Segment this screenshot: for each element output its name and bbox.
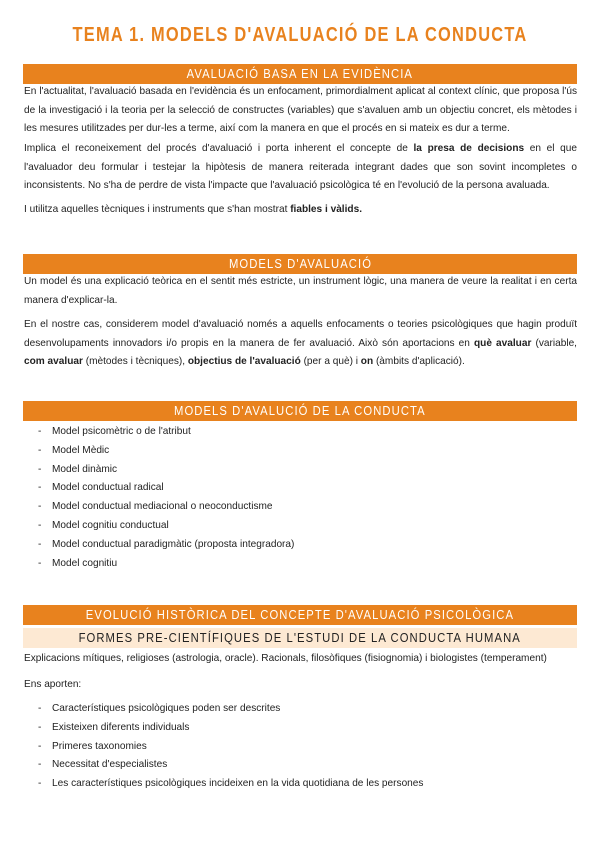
text-run: (àmbits d'aplicació).	[373, 356, 465, 367]
text-run: En el nostre cas, considerem model d'avaluació només a aquells enfocaments o teories psicològiques que hagin produït desenvolupaments innovadors i/o propis en la manera de fer avaluació. Això són aportacions en	[24, 319, 577, 349]
subsection-heading-prescientific	[23, 628, 577, 648]
bold-term: com avaluar	[24, 356, 83, 367]
bold-term: fiables i vàlids.	[290, 204, 362, 215]
models-paragraph-1: Un model és una explicació teòrica en el sentit més estricte, un instrument lògic, una manera de veure la realitat i en certa manera d'explicar-la.	[24, 276, 577, 306]
section-heading-models	[23, 254, 577, 274]
page-title: TEMA 1. MODELS D'AVALUACIÓ DE LA CONDUCTA	[72, 24, 528, 46]
list-item: - Model dinàmic	[24, 461, 564, 480]
text-run: I utilitza aquelles tècniques i instruments que s'han mostrat	[24, 204, 291, 215]
bold-term: on	[360, 356, 374, 367]
evidence-paragraph-1: En l'actualitat, l'avaluació basada en l'evidència és un enfocament, primordialment aplicat al context clínic, que proposa l'ús de la investigació i la teoria per la selecció de constructes (variables) que s'avaluen amb un objectiu concret, els mètodes i les mesures utilitzades per dur-les a terme, així com la manera en que el procés en si mateix es dur a terme.	[24, 86, 577, 134]
section-heading-behavior-models-label: MODELS D'AVALUCIÓ DE LA CONDUCTA	[174, 404, 426, 418]
section-heading-models-label: MODELS D'AVALUACIÓ	[228, 257, 372, 271]
list-item: - Model conductual paradigmàtic (proposta integradora)	[24, 536, 564, 555]
list-item: - Model psicomètric o de l'atribut	[24, 423, 564, 442]
list-item: - Model conductual radical	[24, 479, 564, 498]
list-item: - Característiques psicològiques poden ser descrites	[24, 700, 564, 719]
history-paragraph-1: Explicacions mítiques, religioses (astrologia, oracle). Racionals, filosòfiques (fisiognomia) i biologistes (temperament)	[24, 653, 547, 664]
list-item: - Model conductual mediacional o neoconductisme	[24, 498, 564, 517]
models-paragraph-2	[24, 316, 577, 372]
list-item: - Les característiques psicològiques incideixen en la vida quotidiana de les persones	[24, 775, 564, 794]
subsection-heading-prescientific-label: FORMES PRE-CIENTÍFIQUES DE L'ESTUDI DE LA CONDUCTA HUMANA	[78, 631, 522, 645]
bold-term: què avaluar	[474, 337, 532, 349]
bold-term: objectius de l'avaluació	[187, 356, 301, 367]
text-run: (per a què) i	[300, 356, 361, 367]
list-item: - Existeixen diferents individuals	[24, 719, 564, 738]
list-item: - Necessitat d'especialistes	[24, 756, 564, 775]
evidence-paragraph-2	[24, 140, 577, 196]
text-run: (variable,	[531, 337, 577, 349]
list-item: - Model cognitiu	[24, 555, 564, 574]
list-item: - Primeres taxonomies	[24, 738, 564, 757]
section-heading-history-label: EVOLUCIÓ HISTÒRICA DEL CONCEPTE D'AVALUACIÓ PSICOLÒGICA	[85, 608, 515, 622]
section-heading-history	[23, 605, 577, 625]
bold-term: la presa de decisions	[413, 143, 525, 154]
list-item: - Model cognitiu conductual	[24, 517, 564, 536]
history-paragraph-2: Ens aporten:	[24, 679, 82, 690]
behavior-models-list	[24, 423, 564, 573]
text-run: Implica el reconeixement del procés d'avaluació i porta inherent el concepte de	[24, 143, 414, 154]
contributions-list	[24, 700, 564, 794]
text-run: (mètodes i tècniques),	[82, 356, 188, 367]
text-run: en el que l'avaluador deu formular i testejar la hipòtesis de manera reiterada integrant dades que son sovint incompletes o inconsistents. No s'ha de perdre de vista l'impacte que l'avaluació psicològica té en l'evolució de la persona avaluada.	[24, 143, 577, 191]
evidence-paragraph-3	[24, 201, 577, 220]
section-heading-behavior-models	[23, 401, 577, 421]
list-item: - Model Mèdic	[24, 442, 564, 461]
section-heading-evidence-label: AVALUACIÓ BASA EN LA EVIDÈNCIA	[186, 67, 414, 81]
section-heading-evidence	[23, 64, 577, 84]
